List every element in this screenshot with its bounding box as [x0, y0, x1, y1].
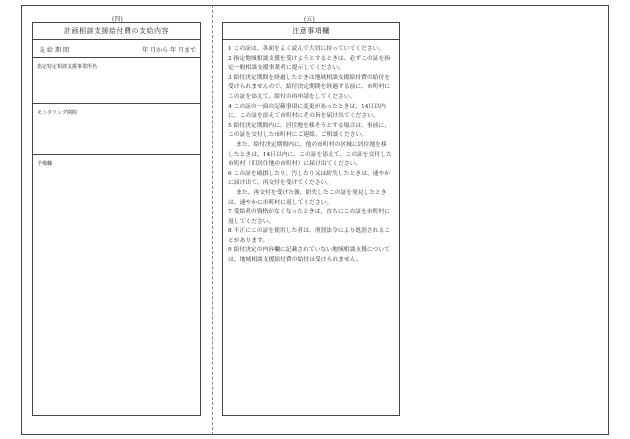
office-name-label: 指定特定相談支援事業所名: [37, 64, 98, 70]
note-item: 5 給付決定期間内に、居住地を移そうとする場合は、事前に、この証を交付した市町村にご連絡、ご相談ください。: [228, 122, 391, 139]
note-item: また、給付決定期間内に、他の市町村の区域に居住地を移したときは、14日以内に、この証を添えて、この証を交付した市町村（旧居住地の市町村）に届け出てください。: [228, 141, 392, 168]
note-item: 2 指定地域相談支援を受けようとするときは、必ずこの証を指定一般相談支援事業者に提示してください。: [228, 55, 391, 72]
note-item: 6 この証を破損したり、汚したり又は紛失したときは、速やかに届け出て、再交付を受けてください。: [228, 170, 391, 187]
payment-period-label: 支給期間: [39, 47, 72, 54]
note-item: 4 この証の一面の記載事項に変更があったときは、14日以内に、この証を添えて市町村にその旨を届け出てください。: [228, 103, 386, 120]
notes-list: [223, 40, 399, 266]
note-item: また、再交付を受けた後、紛失したこの証を発見したときは、速やかに市町村に返してください。: [228, 189, 387, 206]
monitoring-period-label: モニタリング期間: [37, 110, 77, 116]
page-label-four: (四): [112, 16, 123, 23]
remarks-cell: [33, 155, 200, 420]
benefit-content-panel: [32, 22, 201, 416]
benefit-content-title: 計画相談支援給付費の支給内容: [33, 23, 200, 40]
payment-period-row: [33, 40, 200, 58]
remarks-label: 予備欄: [37, 161, 53, 167]
note-item: 8 不正にこの証を使用した者は、刑罰法令により処罰されることがあります。: [228, 228, 391, 244]
note-item: 9 給付決定の内容欄に記載されていない地域相談支援については、地域相談支援給付費の給付は受けられません。: [228, 247, 390, 264]
office-name-cell: [33, 58, 200, 104]
monitoring-period-cell: [33, 104, 200, 155]
fold-line: [212, 5, 213, 435]
payment-period-value: 年 月から 年 月まで: [142, 47, 196, 54]
notes-title: 注意事項欄: [223, 23, 399, 40]
note-item: 7 受給者の資格がなくなったときは、直ちにこの証を市町村に返してください。: [228, 209, 391, 225]
note-item: 3 給付決定期間を経過したときは地域相談支援給付費の給付を受けられませんので、給付決定期間を経過する前に、市町村にこの証を添えて、給付の再申請をしてください。: [228, 74, 391, 100]
page-label-five: (五): [304, 16, 315, 23]
notes-panel: [222, 22, 400, 416]
note-item: 1 この証は、各面をよく読んで大切に持っていてください。: [228, 46, 385, 52]
